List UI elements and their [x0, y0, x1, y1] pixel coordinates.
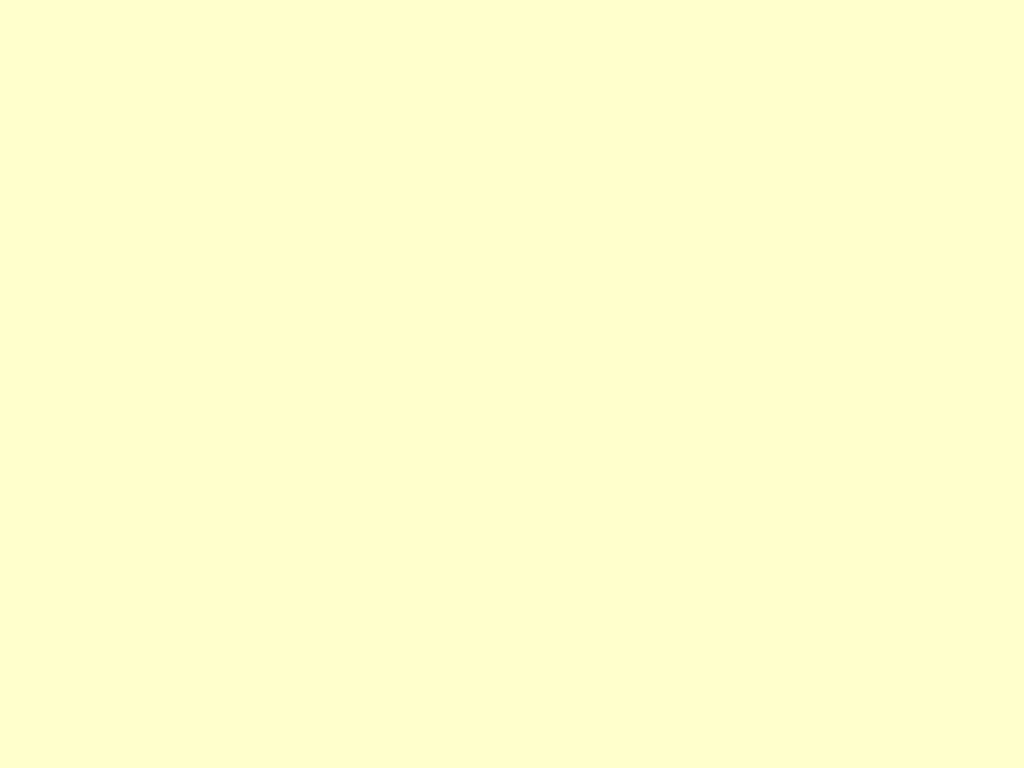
top-decoration [24, 8, 1004, 48]
bottom-decoration [0, 758, 1024, 768]
